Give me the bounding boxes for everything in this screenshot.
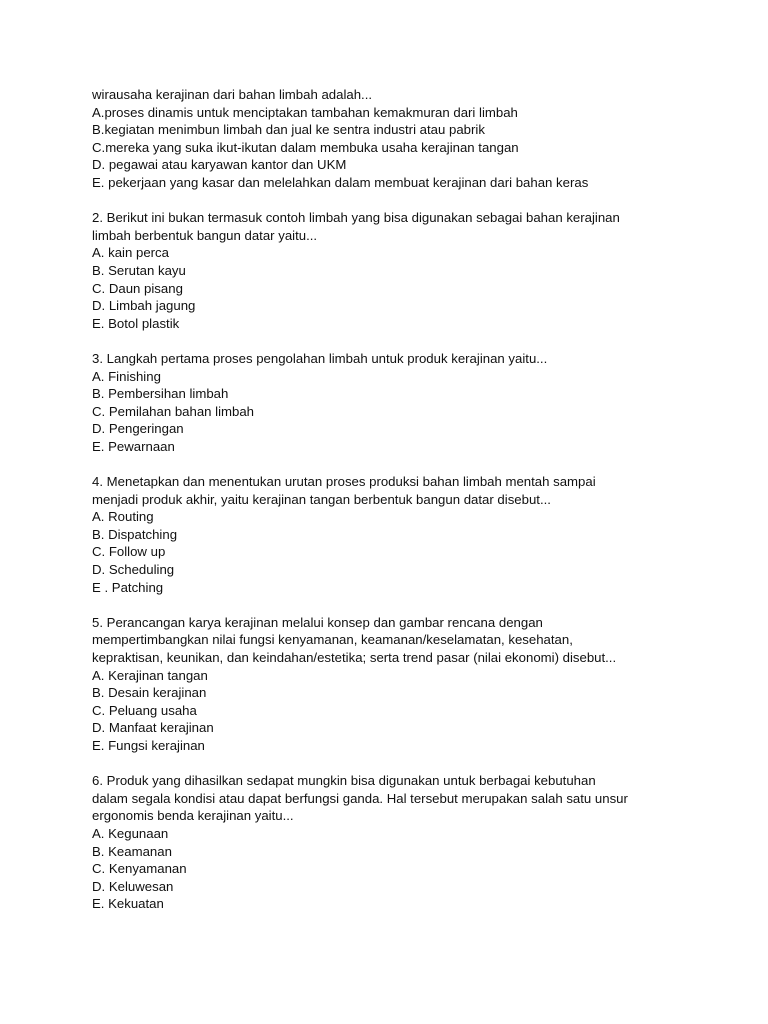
question-text-line: menjadi produk akhir, yaitu kerajinan tangan berbentuk bangun datar disebut... xyxy=(92,491,551,507)
answer-option: A. Routing xyxy=(92,509,154,525)
answer-option: C. Pemilahan bahan limbah xyxy=(92,403,255,419)
answer-option: A. Kegunaan xyxy=(92,825,169,841)
answer-option: A. Finishing xyxy=(92,368,161,384)
answer-option: C. Follow up xyxy=(92,544,166,560)
answer-option: E. Botol plastik xyxy=(92,315,180,331)
question-text-line: limbah berbentuk bangun datar yaitu... xyxy=(92,227,318,243)
answer-option: E. Pewarnaan xyxy=(92,438,175,454)
question-text-line: 4. Menetapkan dan menentukan urutan proses produksi bahan limbah mentah sampai xyxy=(92,474,596,490)
answer-option: C.mereka yang suka ikut-ikutan dalam membuka usaha kerajinan tangan xyxy=(92,139,519,155)
question-text-line: 3. Langkah pertama proses pengolahan limbah untuk produk kerajinan yaitu... xyxy=(92,350,548,366)
answer-option: D. Scheduling xyxy=(92,562,175,578)
question-text-line: mempertimbangkan nilai fungsi kenyamanan, keamanan/keselamatan, kesehatan, xyxy=(92,632,573,648)
question-block-3 xyxy=(92,350,692,456)
answer-option: D. Manfaat kerajinan xyxy=(92,720,214,736)
question-block-4 xyxy=(92,473,692,596)
document-content xyxy=(92,86,692,931)
intro-block xyxy=(92,86,692,192)
answer-option: D. pegawai atau karyawan kantor dan UKM xyxy=(92,157,347,173)
answer-option: E . Patching xyxy=(92,579,164,595)
question-text-line: 6. Produk yang dihasilkan sedapat mungkin bisa digunakan untuk berbagai kebutuhan xyxy=(92,773,596,789)
question-text-line: 5. Perancangan karya kerajinan melalui konsep dan gambar rencana dengan xyxy=(92,614,543,630)
answer-option: E. pekerjaan yang kasar dan melelahkan dalam membuat kerajinan dari bahan keras xyxy=(92,174,589,190)
answer-option: A. kain perca xyxy=(92,245,169,261)
answer-option: D. Limbah jagung xyxy=(92,298,196,314)
question-block-2 xyxy=(92,209,692,332)
question-text-line: ergonomis benda kerajinan yaitu... xyxy=(92,808,294,824)
answer-option: C. Peluang usaha xyxy=(92,702,197,718)
question-text-line: wirausaha kerajinan dari bahan limbah adalah... xyxy=(92,87,373,102)
answer-option: D. Pengeringan xyxy=(92,421,184,437)
question-text-line: 2. Berikut ini bukan termasuk contoh limbah yang bisa digunakan sebagai bahan kerajinan xyxy=(92,210,620,226)
answer-option: B. Serutan kayu xyxy=(92,262,186,278)
answer-option: B. Desain kerajinan xyxy=(92,685,207,701)
answer-option: B. Keamanan xyxy=(92,843,172,859)
answer-option: B.kegiatan menimbun limbah dan jual ke sentra industri atau pabrik xyxy=(92,122,485,138)
answer-option: D. Keluwesan xyxy=(92,878,174,894)
answer-option: E. Fungsi kerajinan xyxy=(92,737,205,753)
answer-option: C. Kenyamanan xyxy=(92,861,187,877)
answer-option: E. Kekuatan xyxy=(92,896,164,912)
question-block-5 xyxy=(92,614,692,755)
question-text-line: dalam segala kondisi atau dapat berfungsi ganda. Hal tersebut merupakan salah satu unsur xyxy=(92,790,628,806)
answer-option: A. Kerajinan tangan xyxy=(92,667,208,683)
answer-option: A.proses dinamis untuk menciptakan tambahan kemakmuran dari limbah xyxy=(92,104,518,120)
question-block-6 xyxy=(92,772,692,913)
answer-option: C. Daun pisang xyxy=(92,280,183,296)
answer-option: B. Dispatching xyxy=(92,526,178,542)
answer-option: B. Pembersihan limbah xyxy=(92,386,229,402)
question-text-line: kepraktisan, keunikan, dan keindahan/estetika; serta trend pasar (nilai ekonomi) disebut... xyxy=(92,650,617,665)
